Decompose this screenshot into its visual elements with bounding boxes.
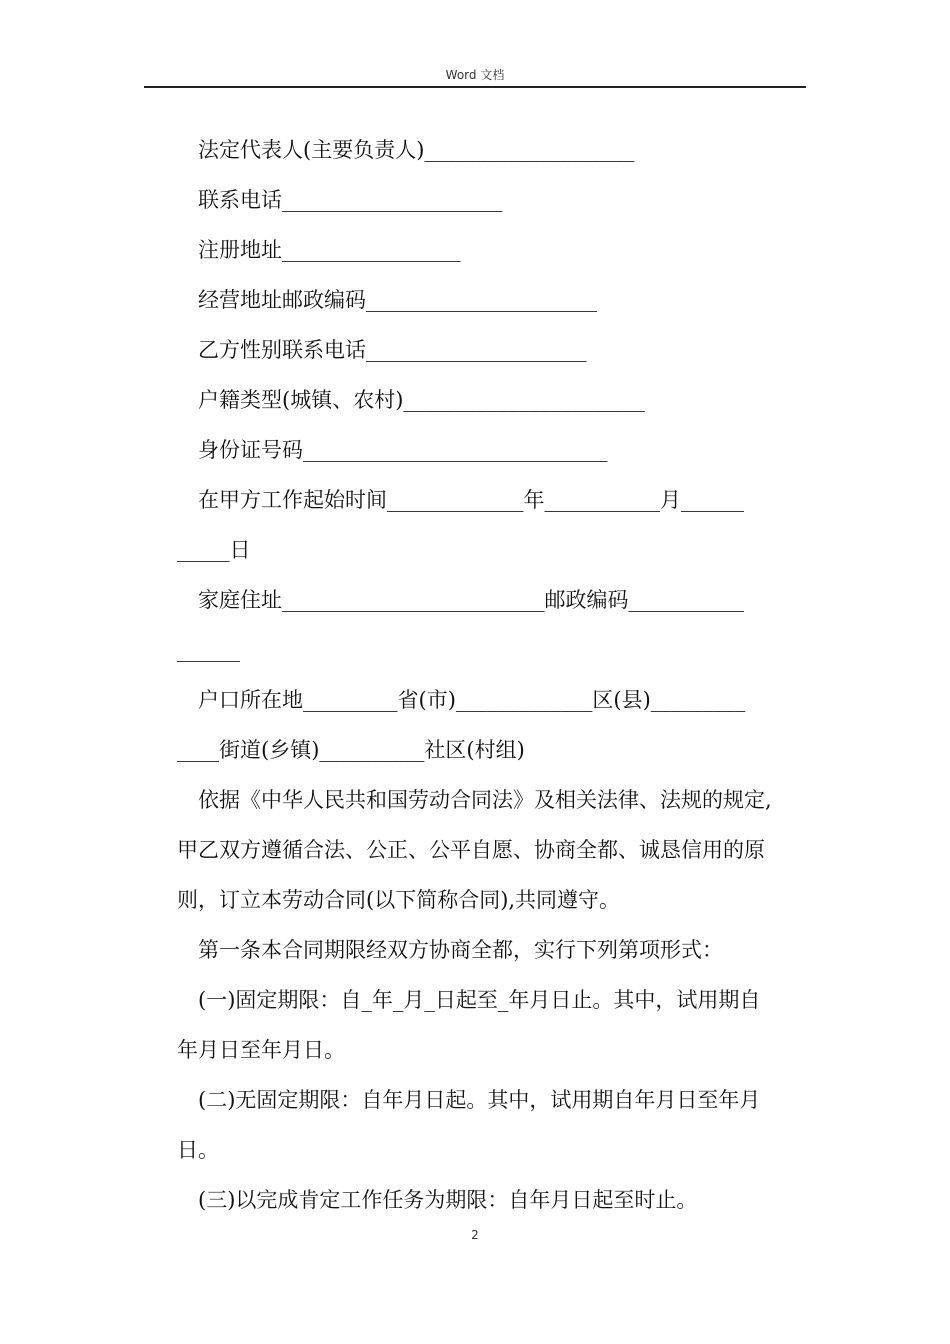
page-header bbox=[144, 64, 806, 88]
field-start-date: 在甲方工作起始时间_____________年___________月______ bbox=[198, 488, 744, 512]
clause-open-term-line-2: 日。 bbox=[177, 1138, 219, 1162]
field-legal-representative: 法定代表人(主要负责人)____________________ bbox=[198, 138, 635, 162]
field-start-date-continued: _____日 bbox=[177, 538, 251, 562]
clause-task-term: (三)以完成肯定工作任务为期限：自年月日起至时止。 bbox=[198, 1188, 698, 1212]
field-home-address-continued: ______ bbox=[177, 638, 240, 662]
field-id-number: 身份证号码_____________________________ bbox=[198, 438, 608, 462]
field-business-address-postcode: 经营地址邮政编码______________________ bbox=[198, 288, 597, 312]
header-title: Word 文档 bbox=[445, 68, 505, 82]
clause-fixed-term-line-2: 年月日至年月日。 bbox=[177, 1038, 345, 1062]
field-party-b-gender-phone: 乙方性别联系电话_____________________ bbox=[198, 338, 587, 362]
field-home-address: 家庭住址_________________________邮政编码___________ bbox=[198, 588, 744, 612]
clause-fixed-term-line-1: (一)固定期限：自_年_月_日起至_年月日止。其中，试用期自 bbox=[198, 988, 761, 1012]
field-household-registration: 户口所在地_________省(市)_____________区(县)_________ bbox=[198, 688, 746, 712]
article-one-heading: 第一条本合同期限经双方协商全都，实行下列第项形式： bbox=[198, 938, 723, 962]
field-registered-address: 注册地址_________________ bbox=[198, 238, 461, 262]
field-household-type: 户籍类型(城镇、农村)_______________________ bbox=[198, 388, 645, 412]
page-number: 2 bbox=[471, 1228, 479, 1242]
clause-open-term-line-1: (二)无固定期限：自年月日起。其中，试用期自年月日至年月 bbox=[198, 1088, 761, 1112]
paragraph-basis-line-2: 甲乙双方遵循合法、公正、公平自愿、协商全都、诚恳信用的原 bbox=[177, 838, 765, 862]
paragraph-basis-line-1: 依据《中华人民共和国劳动合同法》及相关法律、法规的规定, bbox=[198, 788, 772, 812]
field-contact-phone: 联系电话_____________________ bbox=[198, 188, 503, 212]
field-household-registration-continued: ____街道(乡镇)__________社区(村组) bbox=[177, 738, 525, 762]
paragraph-basis-line-3: 则，订立本劳动合同(以下简称合同),共同遵守。 bbox=[177, 888, 621, 912]
